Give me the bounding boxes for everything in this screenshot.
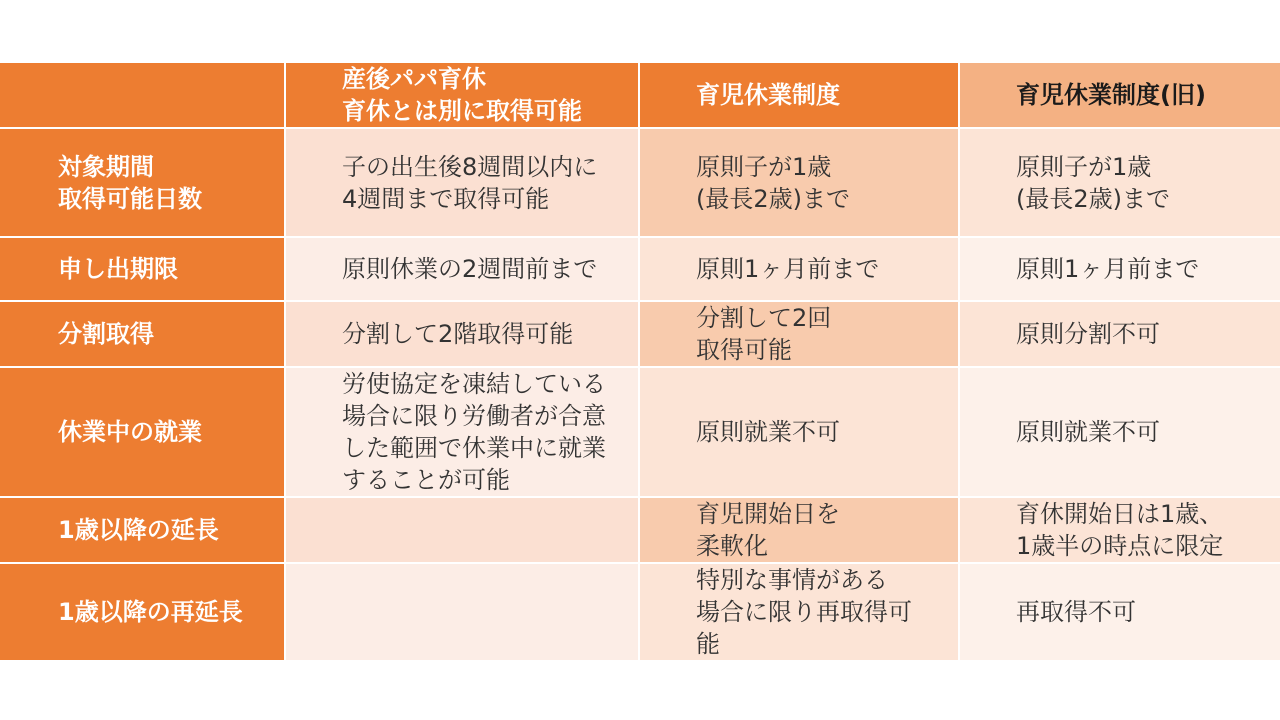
row-label	[0, 302, 286, 368]
row-label	[0, 238, 286, 302]
table-row-split-acquisition	[0, 302, 1280, 368]
header-row	[0, 63, 1280, 129]
cell-childcare-old-text: 再取得不可	[1016, 598, 1136, 626]
cell-childcare-text: 育児開始日を 柔軟化	[696, 500, 840, 560]
table-body	[0, 129, 1280, 662]
row-label	[0, 564, 286, 662]
table-row-target-period	[0, 129, 1280, 238]
cell-childcare-text: 特別な事情がある 場合に限り再取得可 能	[696, 566, 912, 658]
header-childcare-leave	[640, 63, 960, 129]
cell-childcare-old	[960, 302, 1280, 368]
cell-paternity	[286, 498, 640, 564]
cell-childcare	[640, 368, 960, 498]
cell-childcare-old-text: 原則1ヶ月前まで	[1016, 255, 1200, 283]
cell-childcare	[640, 302, 960, 368]
comparison-table	[0, 63, 1280, 662]
cell-paternity	[286, 368, 640, 498]
cell-childcare-old	[960, 498, 1280, 564]
cell-childcare-text: 原則就業不可	[696, 418, 840, 446]
cell-childcare-old-text: 育休開始日は1歳、 1歳半の時点に限定	[1016, 500, 1224, 560]
header-corner-cell	[0, 63, 286, 129]
cell-childcare-old	[960, 238, 1280, 302]
table-row-application-deadline	[0, 238, 1280, 302]
row-label-text: 1歳以降の延長	[58, 516, 219, 544]
cell-paternity-text: 労使協定を凍結している 場合に限り労働者が合意 した範囲で休業中に就業 することが可能	[342, 370, 606, 494]
table-row-work-during-leave	[0, 368, 1280, 498]
row-label-text: 分割取得	[58, 320, 154, 348]
row-label	[0, 498, 286, 564]
table-header	[0, 63, 1280, 129]
table-row-extension-after-1	[0, 498, 1280, 564]
row-label	[0, 368, 286, 498]
cell-paternity-text: 分割して2階取得可能	[342, 320, 574, 348]
cell-paternity	[286, 238, 640, 302]
cell-childcare-old	[960, 564, 1280, 662]
header-childcare-leave-text: 育児休業制度	[696, 81, 840, 109]
cell-paternity-text: 原則休業の2週間前まで	[342, 255, 598, 283]
cell-childcare-text: 分割して2回 取得可能	[696, 304, 832, 364]
cell-childcare-old-text: 原則分割不可	[1016, 320, 1160, 348]
cell-childcare-old	[960, 129, 1280, 238]
cell-paternity-text: 子の出生後8週間以内に 4週間まで取得可能	[342, 152, 598, 213]
cell-paternity	[286, 129, 640, 238]
cell-childcare-text: 原則子が1歳 (最長2歳)まで	[696, 152, 850, 213]
row-label	[0, 129, 286, 238]
table-row-re-extension-after-1	[0, 564, 1280, 662]
header-childcare-leave-old	[960, 63, 1280, 129]
header-paternity-leave-text: 産後パパ育休 育休とは別に取得可能	[342, 65, 582, 125]
row-label-text: 1歳以降の再延長	[58, 598, 243, 626]
cell-paternity	[286, 302, 640, 368]
row-label-text: 休業中の就業	[58, 418, 202, 446]
header-childcare-leave-old-text: 育児休業制度(旧)	[1016, 81, 1206, 109]
header-paternity-leave	[286, 63, 640, 129]
cell-childcare	[640, 498, 960, 564]
cell-childcare-old	[960, 368, 1280, 498]
cell-childcare	[640, 238, 960, 302]
cell-childcare-old-text: 原則子が1歳 (最長2歳)まで	[1016, 152, 1170, 213]
row-label-text: 対象期間 取得可能日数	[58, 152, 202, 213]
row-label-text: 申し出期限	[58, 255, 178, 283]
cell-childcare	[640, 129, 960, 238]
cell-paternity	[286, 564, 640, 662]
cell-childcare-old-text: 原則就業不可	[1016, 418, 1160, 446]
cell-childcare-text: 原則1ヶ月前まで	[696, 255, 880, 283]
cell-childcare	[640, 564, 960, 662]
